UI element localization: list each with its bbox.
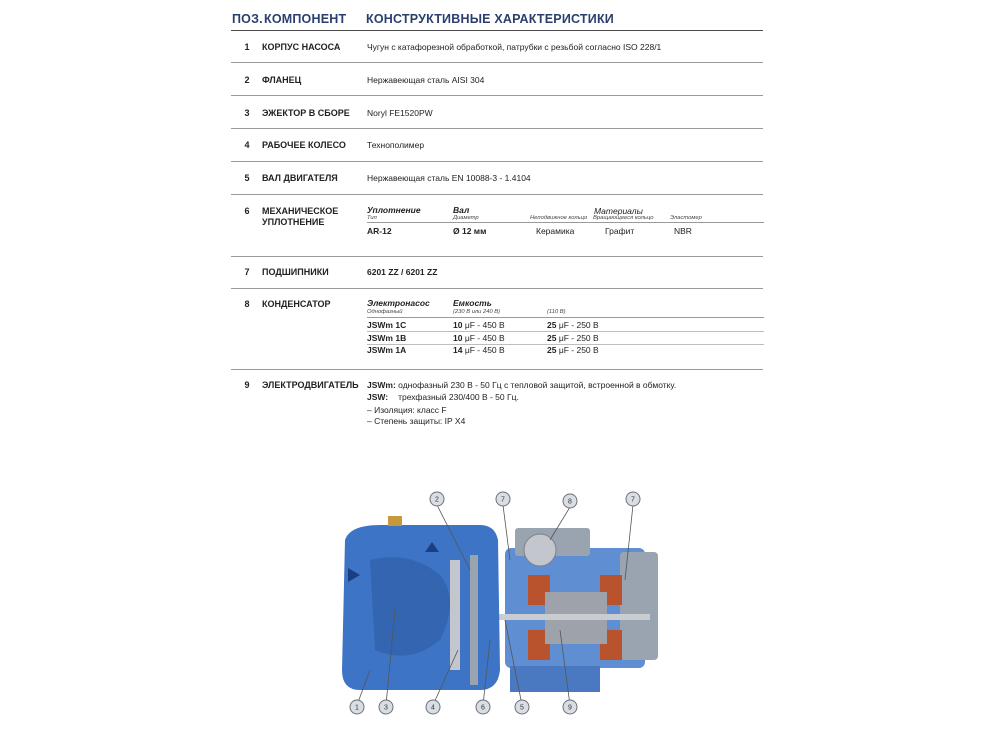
svg-text:5: 5: [520, 704, 524, 712]
motor-line-1: [367, 380, 676, 391]
row-divider: [231, 95, 763, 96]
capacitor-value-number: 25: [547, 345, 557, 355]
callout-top-3: [563, 494, 577, 508]
row-num: 3: [244, 108, 250, 118]
capacitor-value-unit: μF - 450 В: [462, 333, 505, 343]
motor-line-2-text: трехфазный 230/400 В - 50 Гц.: [398, 392, 519, 402]
capacitor-subrule: [367, 317, 764, 318]
seal-rot-ring: Графит: [605, 226, 635, 236]
row-divider: [231, 288, 763, 289]
svg-text:9: 9: [568, 704, 572, 712]
svg-text:8: 8: [568, 498, 572, 506]
header-characteristics: КОНСТРУКТИВНЫЕ ХАРАКТЕРИСТИКИ: [366, 12, 614, 26]
motor-line-1-text: однофазный 230 В - 50 Гц с тепловой защитой, встроенной в обмотку.: [395, 380, 677, 390]
row-divider: [231, 194, 763, 195]
row-component: КОРПУС НАСОСА: [262, 42, 341, 52]
row-value: Нержавеющая сталь AISI 304: [367, 75, 485, 85]
seal-header-type-sub: Тип: [367, 215, 377, 221]
capacitor-value-110: [547, 333, 599, 343]
row-value: Noryl FE1520PW: [367, 108, 433, 118]
row-component: ЭЖЕКТОР В СБОРЕ: [262, 108, 350, 118]
row-divider: [231, 369, 763, 370]
motor-line-2-label: JSW:: [367, 392, 389, 402]
capacitor-value-unit: μF - 450 В: [462, 320, 505, 330]
row-value: Чугун с катафорезной обработкой, патрубки с резьбой согласно ISO 228/1: [367, 42, 662, 52]
impeller-shape: [450, 560, 460, 670]
seal-header-materials: Материалы: [594, 206, 643, 216]
capacitor-header-capacity-sub2: (110 В): [547, 309, 566, 315]
svg-text:6: 6: [481, 704, 485, 712]
row-num: 6: [244, 206, 250, 216]
fill-plug: [388, 516, 402, 526]
svg-text:2: 2: [435, 496, 439, 504]
capacitor-header-capacity: Емкость: [453, 298, 492, 308]
capacitor-value-unit: μF - 450 В: [462, 345, 505, 355]
row-num: 2: [244, 75, 250, 85]
motor-line-1-label: JSWm:: [367, 380, 396, 390]
header-rule: [231, 30, 763, 31]
capacitor-value-unit: μF - 250 В: [556, 320, 599, 330]
capacitor-row-divider: [367, 331, 764, 332]
seal-type: AR-12: [367, 226, 392, 236]
seal-header-shaft-sub: Диаметр: [453, 215, 479, 221]
seal-component-line2: УПЛОТНЕНИЕ: [262, 217, 325, 227]
row-component: ВАЛ ДВИГАТЕЛЯ: [262, 173, 338, 183]
svg-text:1: 1: [355, 704, 359, 712]
capacitor-value-number: 25: [547, 320, 557, 330]
row-num: 8: [244, 299, 250, 309]
callout-top-4: [626, 492, 640, 506]
row-num: 9: [244, 380, 250, 390]
header-component: КОМПОНЕНТ: [264, 12, 347, 26]
capacitor-component: КОНДЕНСАТОР: [262, 299, 331, 309]
motor-line-2: [367, 392, 519, 403]
svg-text:7: 7: [631, 496, 635, 504]
capacitor-value-110: [547, 320, 599, 330]
capacitor-model: JSWm 1C: [367, 320, 407, 330]
svg-text:3: 3: [384, 704, 388, 712]
motor-component: ЭЛЕКТРОДВИГАТЕЛЬ: [262, 380, 359, 390]
capacitor-value-number: 25: [547, 333, 557, 343]
capacitor-value-230: [453, 345, 505, 355]
row-divider: [231, 256, 763, 257]
seal-diameter: Ø 12 мм: [453, 226, 487, 236]
row-num: 5: [244, 173, 250, 183]
capacitor-model: JSWm 1B: [367, 333, 407, 343]
capacitor-value-110: [547, 345, 599, 355]
callout-bottom-6: [563, 700, 577, 714]
pump-cutaway-diagram: [320, 480, 680, 740]
row-component: РАБОЧЕЕ КОЛЕСО: [262, 140, 346, 150]
bearings-component: ПОДШИПНИКИ: [262, 267, 329, 277]
capacitor-header-capacity-sub1: (230 В или 240 В): [453, 309, 501, 315]
header-pos: ПОЗ.: [232, 12, 263, 26]
capacitor-shape: [524, 534, 556, 566]
capacitor-value-unit: μF - 250 В: [556, 333, 599, 343]
motor-end-cover: [620, 552, 658, 660]
svg-text:4: 4: [431, 704, 435, 712]
capacitor-header-pump: Электронасос: [367, 298, 430, 308]
row-divider: [231, 128, 763, 129]
row-num: 1: [244, 42, 250, 52]
motor-base: [510, 666, 600, 692]
capacitor-value-230: [453, 333, 505, 343]
seal-fixed-ring: Керамика: [536, 226, 575, 236]
row-num: 4: [244, 140, 250, 150]
seal-header-shaft: Вал: [453, 205, 470, 215]
seal-header-type: Уплотнение: [367, 205, 421, 215]
capacitor-value-number: 14: [453, 345, 463, 355]
seal-subrule: [367, 222, 764, 223]
row-divider: [231, 161, 763, 162]
row-divider: [231, 62, 763, 63]
callout-bottom-3: [426, 700, 440, 714]
motor-line-4: – Степень защиты: IP X4: [367, 416, 466, 426]
seal-header-fixed-ring: Неподвижное кольцо: [530, 215, 588, 221]
flange-shape: [470, 555, 478, 685]
seal-component-line1: МЕХАНИЧЕСКОЕ: [262, 206, 339, 216]
callout-bottom-2: [379, 700, 393, 714]
row-component: ФЛАНЕЦ: [262, 75, 302, 85]
row-value: Нержавеющая сталь EN 10088-3 - 1.4104: [367, 173, 531, 183]
capacitor-value-number: 10: [453, 333, 463, 343]
seal-header-rot-ring: Вращающееся кольцо: [593, 215, 654, 221]
svg-text:7: 7: [501, 496, 505, 504]
capacitor-value-unit: μF - 250 В: [556, 345, 599, 355]
capacitor-value-230: [453, 320, 505, 330]
capacitor-header-pump-sub: Однофазный: [367, 309, 403, 315]
row-num: 7: [244, 267, 250, 277]
callout-top-2: [496, 492, 510, 506]
seal-elastomer: NBR: [674, 226, 692, 236]
seal-header-elastomer: Эластомер: [670, 215, 702, 221]
callout-bottom-1: [350, 700, 364, 714]
row-value: Технополимер: [367, 140, 425, 150]
callout-top-1: [430, 492, 444, 506]
bearings-value: 6201 ZZ / 6201 ZZ: [367, 267, 438, 277]
callout-bottom-4: [476, 700, 490, 714]
capacitor-model: JSWm 1A: [367, 345, 407, 355]
motor-line-3: – Изоляция: класс F: [367, 405, 447, 415]
callout-bottom-5: [515, 700, 529, 714]
capacitor-value-number: 10: [453, 320, 463, 330]
